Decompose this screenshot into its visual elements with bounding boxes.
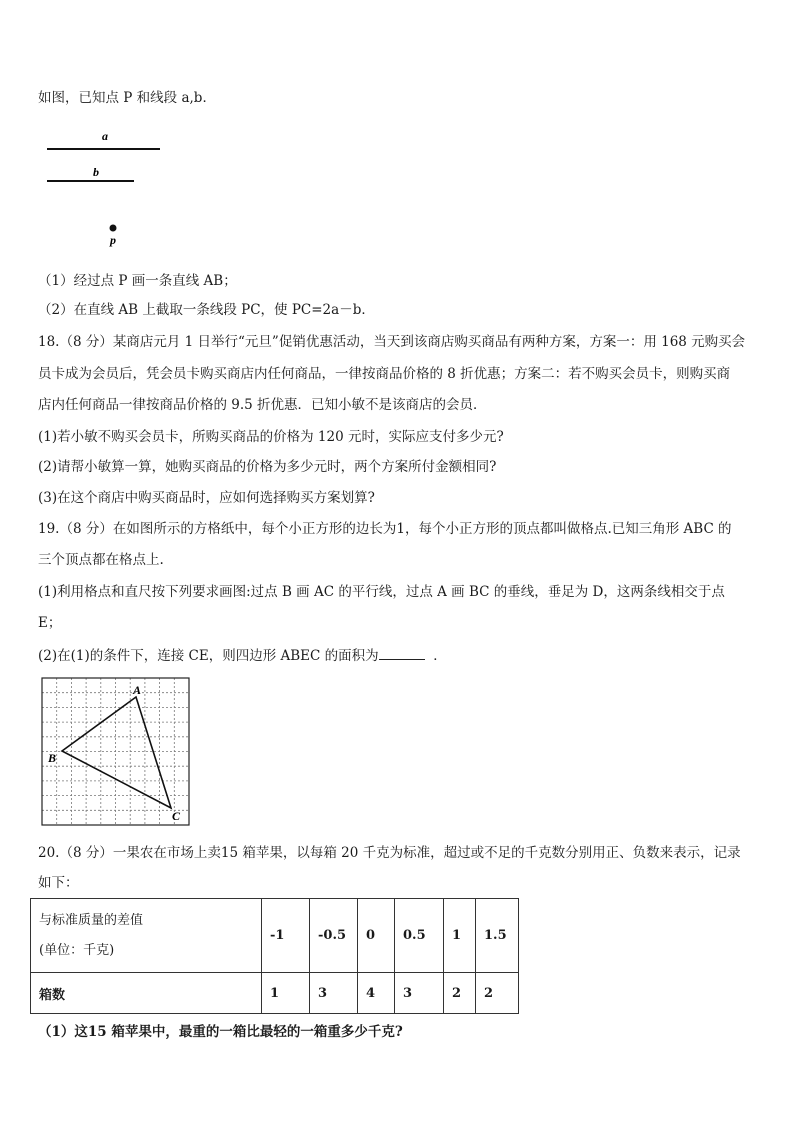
q19-line2: 三个顶点都在格点上.: [38, 552, 164, 568]
triangle-abc: [62, 697, 171, 808]
diff-cell: 1: [444, 899, 476, 973]
q17-part2: （2）在直线 AB 上截取一条线段 PC，使 PC=2a－b．: [38, 302, 375, 318]
count-cell: 2: [476, 973, 519, 1014]
intro-text: 如图，已知点 P 和线段 a,b．: [38, 90, 216, 106]
label-p: p: [110, 233, 116, 247]
q18-line3: 店内任何商品一律按商品价格的 9.5 折优惠．已知小敏不是该商店的会员．: [38, 397, 487, 413]
q20-sub1: （1）这15 箱苹果中，最重的一箱比最轻的一箱重多少千克?: [38, 1024, 403, 1040]
row-label-cell: 箱数: [31, 973, 262, 1014]
apple-weight-table: [30, 898, 519, 1014]
header-line1: 与标准质量的差值: [39, 912, 144, 928]
header-line2: (单位：千克): [39, 942, 115, 958]
q19-sub2-end: ．: [433, 648, 447, 664]
diff-cell: -0.5: [310, 899, 358, 973]
label-a: a: [102, 129, 108, 143]
q18-line1: 18.（8 分）某商店元月 1 日举行“元旦”促销优惠活动，当天到该商店购买商品有两种方案，方案一：用 168 元购买会: [38, 334, 746, 350]
q19-sub1-line1: (1)利用格点和直尺按下列要求画图:过点 B 画 AC 的平行线，过点 A 画 BC 的垂线，垂足为 D，这两条线相交于点: [38, 584, 725, 600]
q18-sub1: (1)若小敏不购买会员卡，所购买商品的价格为 120 元时，实际应支付多少元?: [38, 429, 504, 445]
table-row-diff: [31, 899, 519, 973]
table-header-cell: [31, 899, 262, 973]
label-vertex-b: B: [48, 751, 57, 765]
table-row-count: [31, 973, 519, 1014]
count-cell: 2: [444, 973, 476, 1014]
label-vertex-a: A: [133, 683, 142, 697]
diff-cell: 0: [358, 899, 395, 973]
count-cell: 4: [358, 973, 395, 1014]
label-b: b: [93, 165, 99, 179]
diff-cell: 0.5: [395, 899, 444, 973]
q19-line1: 19.（8 分）在如图所示的方格纸中，每个小正方形的边长为1，每个小正方形的顶点都叫做格点.已知三角形 ABC 的: [38, 521, 732, 537]
count-cell: 1: [262, 973, 310, 1014]
q17-part1: （1）经过点 P 画一条直线 AB；: [38, 273, 237, 289]
q20-line1: 20.（8 分）一果农在市场上卖15 箱苹果，以每箱 20 千克为标准，超过或不足的千克数分别用正、负数来表示，记录: [38, 845, 741, 861]
q18-sub3: (3)在这个商店中购买商品时，应如何选择购买方案划算?: [38, 490, 375, 506]
q19-sub1-line2: E；: [38, 615, 62, 631]
label-vertex-c: C: [172, 809, 181, 823]
q18-line2: 员卡成为会员后，凭会员卡购买商店内任何商品，一律按商品价格的 8 折优惠；方案二：若不购买会员卡，则购买商: [38, 366, 731, 382]
q20-line2: 如下：: [38, 875, 79, 891]
count-cell: 3: [395, 973, 444, 1014]
count-cell: 3: [310, 973, 358, 1014]
diff-cell: 1.5: [476, 899, 519, 973]
q18-sub2: (2)请帮小敏算一算，她购买商品的价格为多少元时，两个方案所付金额相同?: [38, 459, 497, 475]
diff-cell: -1: [262, 899, 310, 973]
q19-sub2-text: (2)在(1)的条件下，连接 CE，则四边形 ABEC 的面积为: [38, 648, 379, 664]
